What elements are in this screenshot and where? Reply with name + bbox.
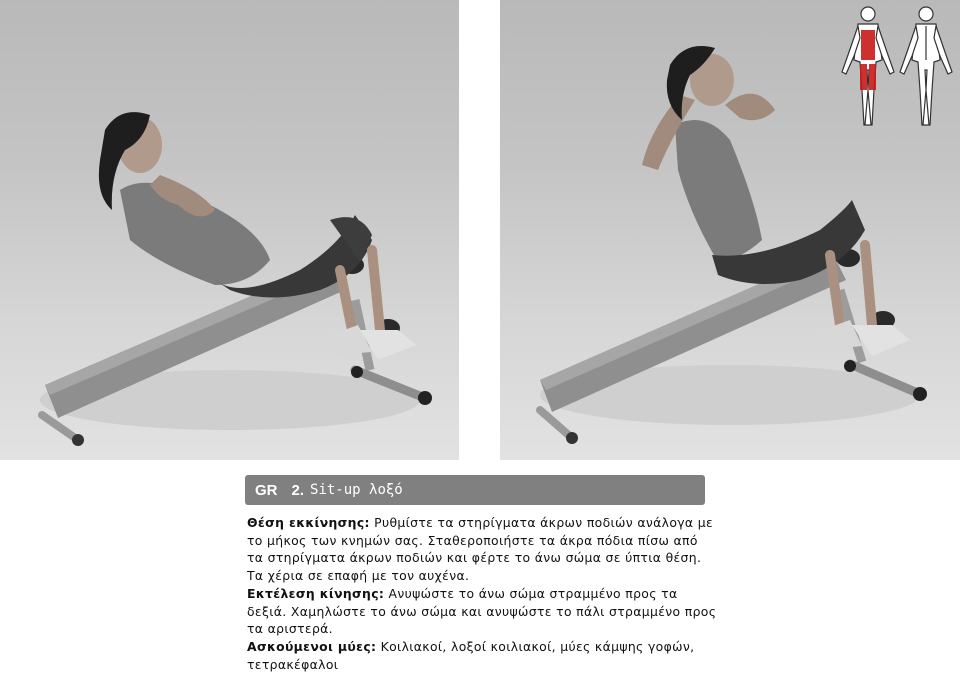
exercise-number: 2. bbox=[291, 481, 305, 499]
execution-text: Ανυψώστε το άνω σώμα στραμμένο προς τα δεξιά. Χαμηλώστε το άνω σώμα και ανυψώστε το πάλι στραμμένο προς τα αριστερά. bbox=[247, 585, 717, 637]
exercise-name: Sit-up λοξό bbox=[310, 482, 403, 498]
muscles-paragraph bbox=[247, 638, 717, 673]
start-position-text: Ρυθμίστε τα στηρίγματα άκρων ποδιών ανάλογα με το μήκος των κνημών σας. Σταθεροποιήστε τα άκρα πόδια πίσω από τα στηρίγματα άκρων ποδιών και φέρτε το άνω σώμα σε ύπτια θέση. Τα χέρια σε επαφή με τον αυχένα. bbox=[247, 515, 714, 584]
execution-label: Εκτέλεση κίνησης: bbox=[247, 585, 385, 601]
muscles-text: Κοιλιακοί, λοξοί κοιλιακοί, μύες κάμψης γοφών, τετρακέφαλοι bbox=[247, 638, 695, 672]
exercise-instructions bbox=[247, 514, 717, 673]
start-position-photo bbox=[0, 0, 459, 460]
language-code: GR bbox=[255, 481, 278, 499]
start-position-paragraph bbox=[247, 514, 717, 585]
anatomy-front-back-icon bbox=[830, 0, 960, 130]
start-position-label: Θέση εκκίνησης: bbox=[247, 515, 370, 530]
exercise-title-bar bbox=[245, 475, 705, 505]
execution-paragraph bbox=[247, 585, 717, 638]
muscles-label: Ασκούμενοι μύες: bbox=[247, 638, 377, 654]
